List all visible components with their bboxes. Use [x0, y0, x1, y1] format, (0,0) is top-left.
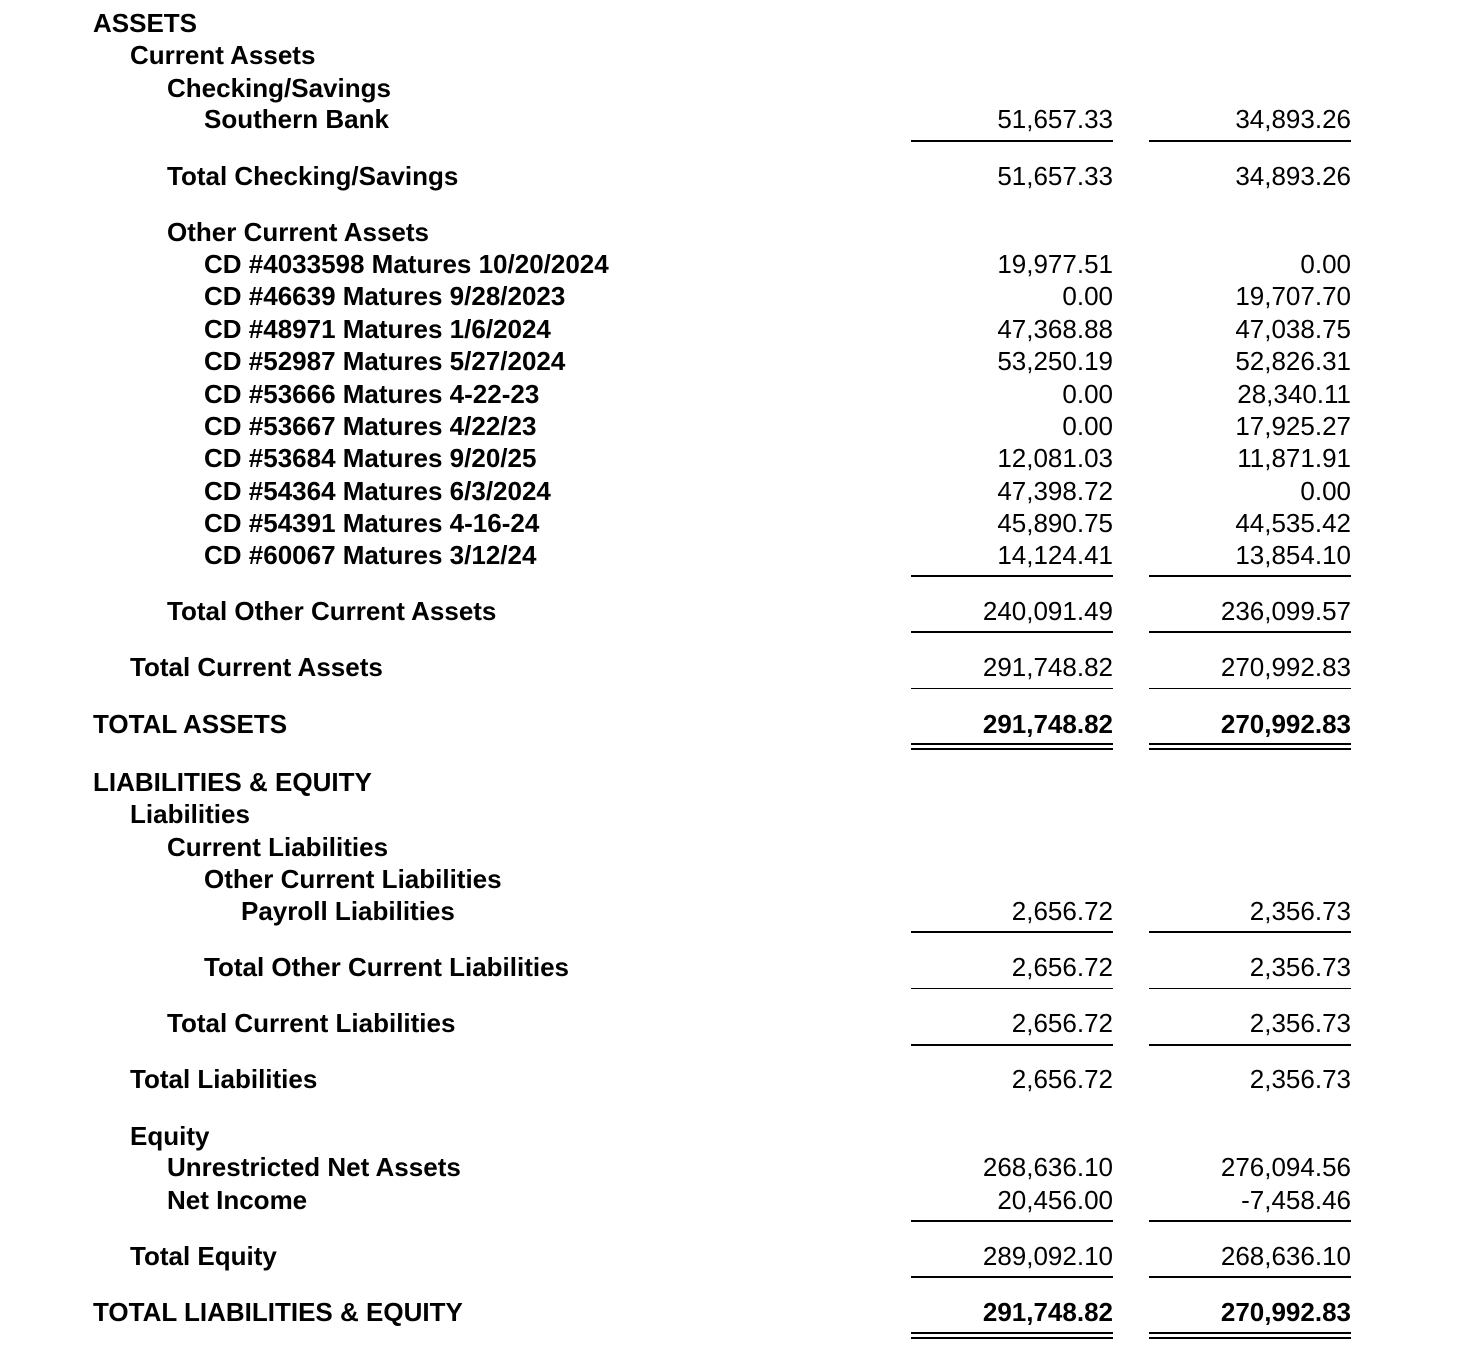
account-label: Net Income: [167, 1185, 308, 1215]
checking-savings-heading: Checking/Savings: [167, 73, 391, 103]
amount-col1: 14,124.41: [997, 540, 1113, 570]
account-label: CD #54391 Matures 4-16-24: [204, 508, 540, 538]
amount-col1: 20,456.00: [997, 1185, 1113, 1215]
subtotal-rule: [911, 688, 1113, 689]
amount-col1: 47,398.72: [997, 476, 1113, 506]
amount-col2: 17,925.27: [1235, 411, 1351, 441]
subtotal-rule: [911, 1220, 1113, 1222]
assets-heading: ASSETS: [93, 8, 198, 38]
account-label: CD #54364 Matures 6/3/2024: [204, 476, 551, 506]
total-liabilities-equity-row: [0, 1296, 1469, 1328]
double-underline: [911, 1332, 1113, 1339]
total-col1: 2,656.72: [1011, 952, 1113, 982]
other-current-assets-heading: Other Current Assets: [167, 217, 429, 247]
amount-col1: 12,081.03: [997, 443, 1113, 473]
account-row: [0, 1184, 1469, 1216]
amount-col2: 28,340.11: [1237, 379, 1351, 409]
amount-col2: 11,871.91: [1237, 443, 1351, 473]
amount-col1: 268,636.10: [982, 1152, 1113, 1182]
amount-col1: 0.00: [1062, 411, 1113, 441]
liabilities-equity-heading-row: [0, 766, 1469, 798]
subtotal-rule: [1149, 1276, 1351, 1278]
account-label: Southern Bank: [204, 104, 389, 134]
total-label: Total Equity: [130, 1241, 277, 1271]
account-label: CD #46639 Matures 9/28/2023: [204, 281, 566, 311]
total-col2: 2,356.73: [1249, 1008, 1351, 1038]
total-current-liabilities-row: [0, 1007, 1469, 1039]
subtotal-rule: [911, 1276, 1113, 1278]
total-label: Total Checking/Savings: [167, 161, 459, 191]
account-row: [0, 313, 1469, 345]
total-liabilities-row: [0, 1063, 1469, 1095]
subtotal-rule: [911, 575, 1113, 577]
total-col2: 270,992.83: [1220, 652, 1351, 682]
grand-total-col2: 270,992.83: [1220, 1297, 1351, 1327]
subtotal-rule: [911, 931, 1113, 933]
account-label: Unrestricted Net Assets: [167, 1152, 461, 1182]
account-row: [0, 248, 1469, 280]
account-label: CD #53666 Matures 4-22-23: [204, 379, 540, 409]
account-label: CD #4033598 Matures 10/20/2024: [204, 249, 609, 279]
current-assets-heading: Current Assets: [130, 40, 316, 70]
amount-col2: 19,707.70: [1235, 281, 1351, 311]
total-other-current-liabilities-row: [0, 951, 1469, 983]
total-col2: 236,099.57: [1220, 596, 1351, 626]
account-label: CD #60067 Matures 3/12/24: [204, 540, 537, 570]
account-label: CD #52987 Matures 5/27/2024: [204, 346, 566, 376]
total-label: TOTAL ASSETS: [93, 709, 288, 739]
account-row: [0, 378, 1469, 410]
double-underline: [911, 743, 1113, 750]
total-label: Total Current Liabilities: [167, 1008, 456, 1038]
amount-col2: 0.00: [1300, 249, 1351, 279]
account-row: [0, 539, 1469, 571]
total-col2: 34,893.26: [1235, 161, 1351, 191]
liabilities-heading: Liabilities: [130, 799, 250, 829]
checking-savings-heading-row: [0, 72, 1469, 104]
total-col1: 240,091.49: [982, 596, 1113, 626]
total-label: TOTAL LIABILITIES & EQUITY: [93, 1297, 463, 1327]
subtotal-rule: [911, 988, 1113, 989]
subtotal-rule: [1149, 688, 1351, 689]
total-checking-savings-row: [0, 160, 1469, 192]
total-label: Total Other Current Assets: [167, 596, 497, 626]
account-row: [0, 345, 1469, 377]
total-col1: 2,656.72: [1011, 1008, 1113, 1038]
amount-col2: -7,458.46: [1241, 1185, 1351, 1215]
current-liabilities-heading-row: [0, 831, 1469, 863]
double-underline: [1149, 1332, 1351, 1339]
total-other-current-assets-row: [0, 595, 1469, 627]
account-label: Payroll Liabilities: [241, 896, 455, 926]
account-row: [0, 475, 1469, 507]
subtotal-rule: [1149, 140, 1351, 142]
subtotal-rule: [911, 140, 1113, 142]
subtotal-rule: [911, 631, 1113, 633]
amount-col1: 53,250.19: [997, 346, 1113, 376]
account-label: CD #48971 Matures 1/6/2024: [204, 314, 551, 344]
amount-col1: 19,977.51: [997, 249, 1113, 279]
other-current-liabilities-heading: Other Current Liabilities: [204, 864, 502, 894]
subtotal-rule: [1149, 1220, 1351, 1222]
amount-col2: 0.00: [1300, 476, 1351, 506]
account-row: [0, 280, 1469, 312]
grand-total-col1: 291,748.82: [982, 1297, 1113, 1327]
amount-col1: 0.00: [1062, 379, 1113, 409]
account-row: [0, 507, 1469, 539]
subtotal-rule: [1149, 988, 1351, 989]
account-row: [0, 410, 1469, 442]
total-label: Total Liabilities: [130, 1064, 318, 1094]
account-row: [0, 103, 1469, 135]
current-liabilities-heading: Current Liabilities: [167, 832, 389, 862]
other-current-assets-heading-row: [0, 216, 1469, 248]
total-label: Total Other Current Liabilities: [204, 952, 570, 982]
assets-heading-row: [0, 7, 1469, 39]
account-row: [0, 1151, 1469, 1183]
total-col1: 2,656.72: [1011, 1064, 1113, 1094]
total-col1: 51,657.33: [997, 161, 1113, 191]
subtotal-rule: [1149, 931, 1351, 933]
subtotal-rule: [1149, 575, 1351, 577]
account-label: CD #53667 Matures 4/22/23: [204, 411, 537, 441]
equity-heading-row: [0, 1120, 1469, 1152]
total-assets-row: [0, 708, 1469, 740]
account-row: [0, 442, 1469, 474]
account-row: [0, 895, 1469, 927]
subtotal-rule: [1149, 631, 1351, 633]
amount-col1: 2,656.72: [1011, 896, 1113, 926]
total-col1: 289,092.10: [982, 1241, 1113, 1271]
subtotal-rule: [911, 1044, 1113, 1046]
total-col1: 291,748.82: [982, 652, 1113, 682]
current-assets-heading-row: [0, 39, 1469, 71]
liabilities-heading-row: [0, 798, 1469, 830]
amount-col1: 0.00: [1062, 281, 1113, 311]
equity-heading: Equity: [130, 1121, 210, 1151]
subtotal-rule: [1149, 1044, 1351, 1046]
amount-col2: 13,854.10: [1235, 540, 1351, 570]
amount-col2: 47,038.75: [1235, 314, 1351, 344]
total-col2: 2,356.73: [1249, 1064, 1351, 1094]
account-label: CD #53684 Matures 9/20/25: [204, 443, 537, 473]
amount-col2: 2,356.73: [1249, 896, 1351, 926]
amount-col2: 52,826.31: [1235, 346, 1351, 376]
grand-total-col2: 270,992.83: [1220, 709, 1351, 739]
total-equity-row: [0, 1240, 1469, 1272]
amount-col2: 44,535.42: [1235, 508, 1351, 538]
amount-col2: 34,893.26: [1235, 104, 1351, 134]
grand-total-col1: 291,748.82: [982, 709, 1113, 739]
total-col2: 2,356.73: [1249, 952, 1351, 982]
total-label: Total Current Assets: [130, 652, 383, 682]
double-underline: [1149, 743, 1351, 750]
other-current-liabilities-heading-row: [0, 863, 1469, 895]
amount-col1: 45,890.75: [997, 508, 1113, 538]
total-col2: 268,636.10: [1220, 1241, 1351, 1271]
liabilities-equity-heading: LIABILITIES & EQUITY: [93, 767, 372, 797]
total-current-assets-row: [0, 651, 1469, 683]
amount-col2: 276,094.56: [1220, 1152, 1351, 1182]
amount-col1: 47,368.88: [997, 314, 1113, 344]
amount-col1: 51,657.33: [997, 104, 1113, 134]
